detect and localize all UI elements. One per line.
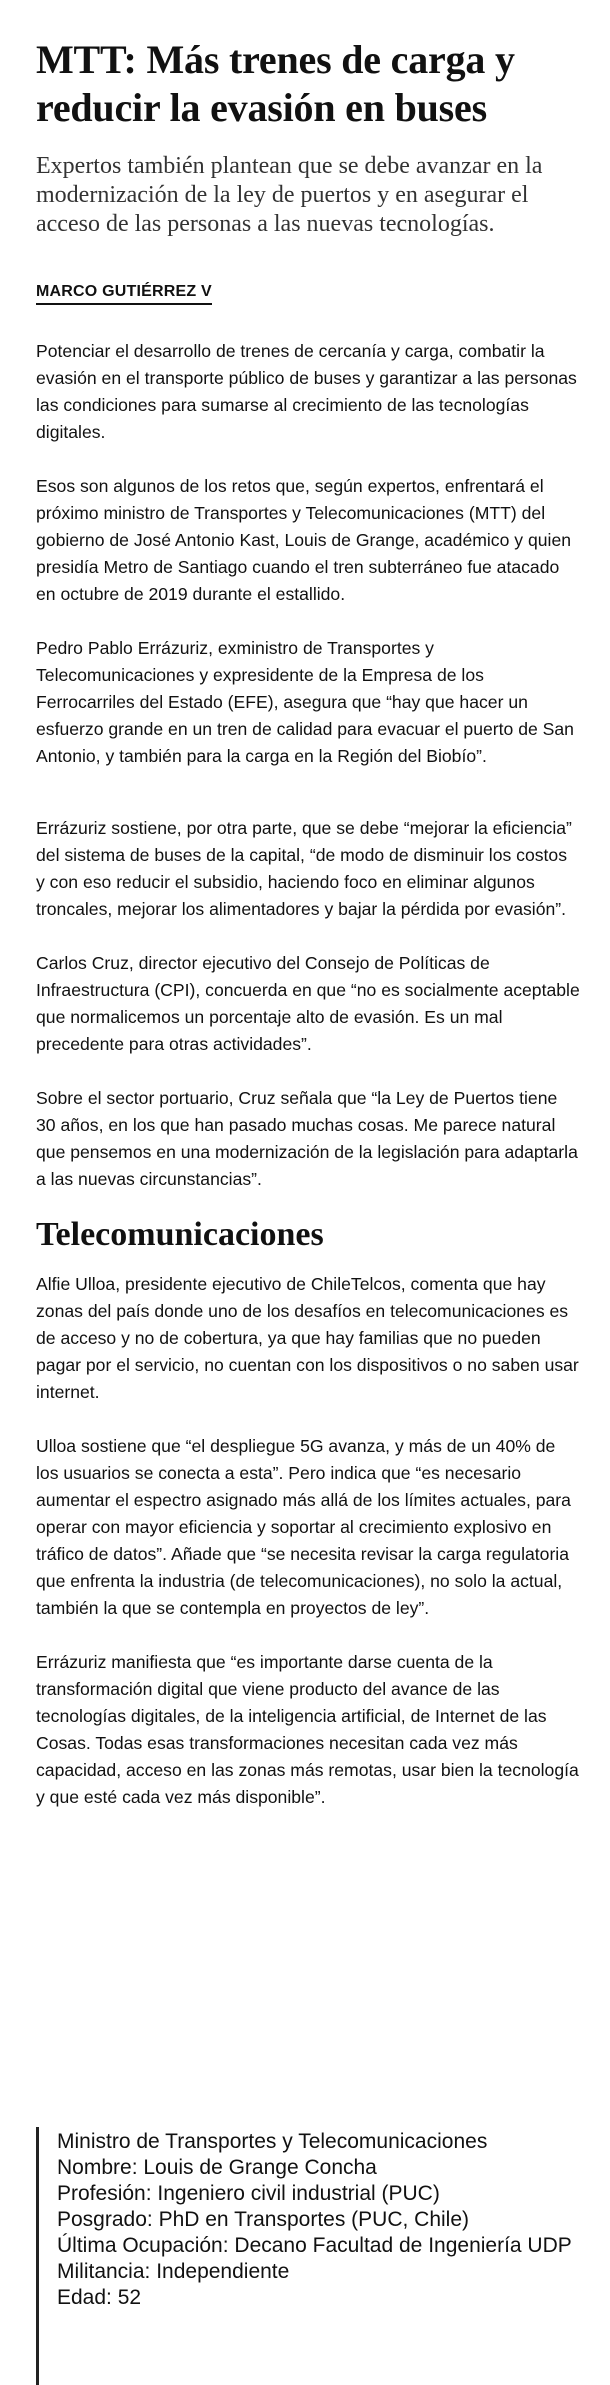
subtitle: Expertos también plantean que se debe avanzar en la modernización de la ley de puertos y en asegurar el acceso de las personas a las nuevas tecnologías.	[36, 153, 543, 237]
body-paragraph: Carlos Cruz, director ejecutivo del Consejo de Políticas de Infraestructura (CPI), concuerda en que “no es socialmente aceptable que normalicemos un porcentaje alto de evasión. Es un mal precedente para otras actividades”.	[36, 953, 580, 1054]
factbox-profession: Profesión: Ingeniero civil industrial (PUC)	[57, 2182, 440, 2205]
article	[36, 36, 580, 1811]
body-paragraph: Potenciar el desarrollo de trenes de cercanía y carga, combatir la evasión en el transporte público de buses y garantizar a las personas las condiciones para sumarse al crecimiento de las tecnologías digitales.	[36, 341, 577, 442]
body-paragraph: Errázuriz sostiene, por otra parte, que se debe “mejorar la eficiencia” del sistema de buses de la capital, “de modo de disminuir los costos y con eso reducir el subsidio, haciendo foco en eliminar algunos troncales, mejorar los alimentadores y bajar la pérdida por evasión”.	[36, 818, 572, 919]
body-paragraph: Errázuriz manifiesta que “es importante darse cuenta de la transformación digital que viene producto del avance de las tecnologías digitales, de la inteligencia artificial, de Internet de las Cosas. Todas esas transformaciones necesitan cada vez más capacidad, acceso en las zonas más remotas, usar bien la tecnología y que esté cada vez más disponible”.	[36, 1652, 579, 1807]
section-title: Telecomunicaciones	[36, 1216, 324, 1253]
factbox-party: Militancia: Independiente	[57, 2260, 290, 2283]
factbox-postgrad: Posgrado: PhD en Transportes (PUC, Chile)	[57, 2208, 470, 2231]
factbox-title: Ministro de Transportes y Telecomunicaciones	[57, 2130, 488, 2153]
body-paragraph: Esos son algunos de los retos que, según expertos, enfrentará el próximo ministro de Transportes y Telecomunicaciones (MTT) del gobierno de José Antonio Kast, Louis de Grange, académico y quien presidía Metro de Santiago cuando el tren subterráneo fue atacado en octubre de 2019 durante el estallido.	[36, 476, 572, 604]
factbox-age: Edad: 52	[57, 2286, 142, 2309]
body-paragraph: Sobre el sector portuario, Cruz señala que “la Ley de Puertos tiene 30 años, en los que han pasado muchas cosas. Me parece natural que pensemos en una modernización de la legislación para adaptarla a las nuevas circunstancias”.	[36, 1088, 578, 1189]
minister-factbox	[36, 2127, 587, 2385]
body-paragraph: Alfie Ulloa, presidente ejecutivo de ChileTelcos, comenta que hay zonas del país donde uno de los desafíos en telecomunicaciones es de acceso y no de cobertura, ya que hay familias que no pueden pagar por el servicio, no cuentan con los dispositivos o no saben usar internet.	[36, 1274, 579, 1402]
author-byline[interactable]: MARCO GUTIÉRREZ V	[36, 283, 212, 305]
body-paragraph: Pedro Pablo Errázuriz, exministro de Transportes y Telecomunicaciones y expresidente de la Empresa de los Ferrocarriles del Estado (EFE), asegura que “hay que hacer un esfuerzo grande en un tren de calidad para evacuar el puerto de San Antonio, y también para la carga en la Región del Biobío”.	[36, 638, 574, 766]
factbox-last-occupation: Última Ocupación: Decano Facultad de Ingeniería UDP	[57, 2234, 572, 2257]
factbox-name: Nombre: Louis de Grange Concha	[57, 2156, 377, 2179]
body-paragraph: Ulloa sostiene que “el despliegue 5G avanza, y más de un 40% de los usuarios se conecta a esta”. Pero indica que “es necesario aumentar el espectro asignado más allá de los límites actuales, para operar con mayor eficiencia y soportar al crecimiento explosivo en tráfico de datos”. Añade que “se necesita revisar la carga regulatoria que enfrenta la industria (de telecomunicaciones), no solo la actual, también la que se contempla en proyectos de ley”.	[36, 1436, 571, 1618]
headline: MTT: Más trenes de carga y reducir la evasión en buses	[36, 37, 515, 130]
